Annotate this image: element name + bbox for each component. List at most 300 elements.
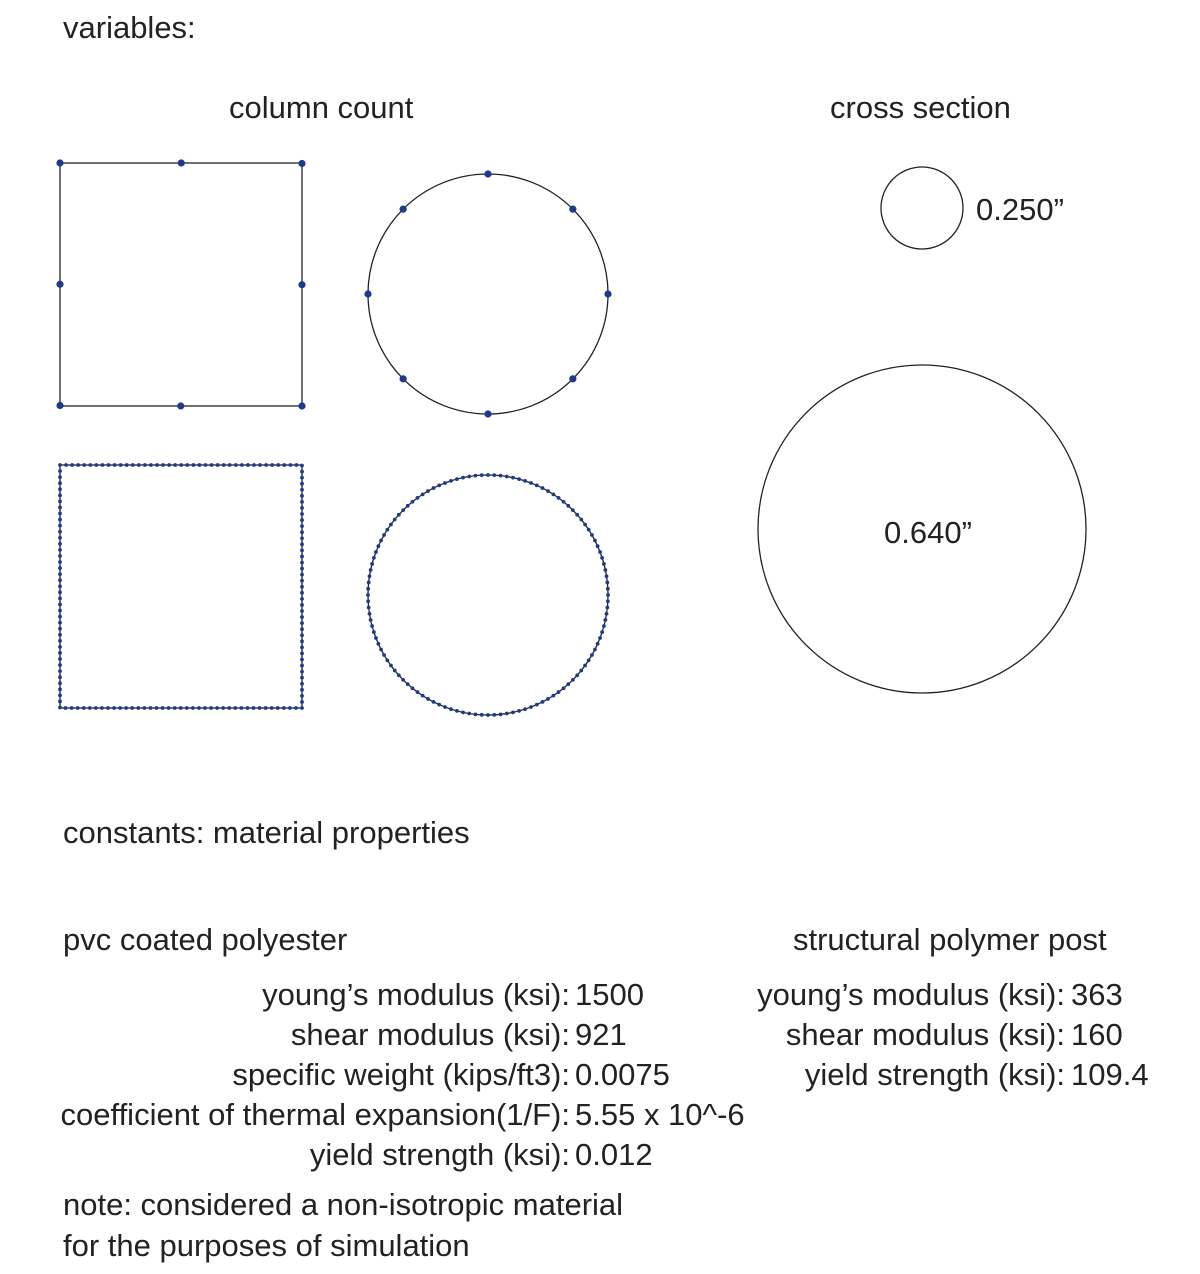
column-dot xyxy=(222,463,226,467)
column-dot xyxy=(204,463,208,467)
column-dot xyxy=(70,463,74,467)
column-dot xyxy=(58,687,62,691)
column-dot xyxy=(517,709,521,713)
column-dot xyxy=(480,473,484,477)
column-dot xyxy=(228,463,232,467)
column-dot xyxy=(56,159,63,166)
column-dot xyxy=(295,463,299,467)
column-dot xyxy=(58,530,62,534)
column-dot xyxy=(58,499,62,503)
column-dot xyxy=(379,648,383,652)
column-dot xyxy=(600,630,604,634)
column-dot xyxy=(58,645,62,649)
column-dot xyxy=(443,705,447,709)
column-dot xyxy=(119,463,123,467)
column-dot xyxy=(492,473,496,477)
cross-section-large-label: 0.640” xyxy=(884,515,972,550)
column-dot xyxy=(94,706,98,710)
column-dot xyxy=(366,593,370,597)
column-dot xyxy=(113,463,117,467)
column-dot xyxy=(401,508,405,512)
column-dot xyxy=(484,410,491,417)
column-dot xyxy=(575,673,579,677)
column-dot xyxy=(58,536,62,540)
column-dot xyxy=(82,706,86,710)
column-dot xyxy=(480,713,484,717)
column-dot xyxy=(389,664,393,668)
column-dot xyxy=(389,523,393,527)
column-dot xyxy=(209,706,213,710)
column-dot xyxy=(367,606,371,610)
column-dot xyxy=(596,544,600,548)
column-dot xyxy=(300,688,304,692)
column-dot xyxy=(300,597,304,601)
column-dot xyxy=(369,618,373,622)
column-dot xyxy=(300,476,304,480)
column-dot xyxy=(173,706,177,710)
column-dot xyxy=(385,658,389,662)
column-dot xyxy=(421,694,425,698)
column-dot xyxy=(300,621,304,625)
column-dot xyxy=(58,700,62,704)
column-dot xyxy=(529,481,533,485)
column-dot xyxy=(58,675,62,679)
column-dot xyxy=(449,707,453,711)
column-dot xyxy=(124,706,128,710)
column-dot xyxy=(112,706,116,710)
column-layouts xyxy=(56,159,611,717)
column-dot xyxy=(600,556,604,560)
square-outline xyxy=(60,465,302,708)
column-dot xyxy=(406,504,410,508)
column-dot xyxy=(492,713,496,717)
column-dot xyxy=(300,670,304,674)
column-dot xyxy=(143,463,147,467)
post-property-label: young’s modulus (ksi): xyxy=(757,977,1065,1012)
pvc-property-label: shear modulus (ksi): xyxy=(290,1017,570,1052)
column-dot xyxy=(605,574,609,578)
column-dot xyxy=(300,706,304,710)
column-dot xyxy=(300,542,304,546)
column-dot xyxy=(58,627,62,631)
column-dot xyxy=(270,706,274,710)
column-dot xyxy=(300,488,304,492)
layout-square-8 xyxy=(56,159,305,409)
pvc-property-value: 5.55 x 10^-6 xyxy=(575,1097,745,1132)
column-dot xyxy=(393,518,397,522)
column-dot xyxy=(406,682,410,686)
note-line-1: note: considered a non-isotropic material xyxy=(63,1187,624,1222)
column-dot xyxy=(246,706,250,710)
column-dot xyxy=(76,463,80,467)
column-dot xyxy=(282,706,286,710)
column-dot xyxy=(467,475,471,479)
column-dot xyxy=(221,706,225,710)
column-dot xyxy=(300,633,304,637)
column-dot xyxy=(58,596,62,600)
column-dot xyxy=(58,560,62,564)
column-dot xyxy=(239,706,243,710)
column-dot xyxy=(227,706,231,710)
column-dot xyxy=(523,707,527,711)
column-dot xyxy=(58,463,62,467)
column-dot xyxy=(300,627,304,631)
column-dot xyxy=(300,518,304,522)
column-dot xyxy=(216,463,220,467)
column-dot xyxy=(484,170,491,177)
column-dot xyxy=(562,686,566,690)
column-dot xyxy=(546,697,550,701)
column-dot xyxy=(605,606,609,610)
column-dot xyxy=(58,657,62,661)
column-dot xyxy=(300,561,304,565)
column-dot xyxy=(298,402,305,409)
column-dot xyxy=(100,706,104,710)
column-dot xyxy=(101,463,105,467)
column-dot xyxy=(270,463,274,467)
cross-section-small-circle xyxy=(881,167,963,249)
column-dot xyxy=(155,463,159,467)
column-dot xyxy=(598,636,602,640)
column-dot xyxy=(300,579,304,583)
column-dot xyxy=(443,481,447,485)
column-dot xyxy=(288,706,292,710)
column-dot xyxy=(258,706,262,710)
column-dot xyxy=(546,489,550,493)
column-dot xyxy=(474,474,478,478)
column-dot xyxy=(252,463,256,467)
column-dot xyxy=(551,492,555,496)
column-dot xyxy=(58,524,62,528)
column-dot xyxy=(486,473,490,477)
column-dot xyxy=(598,550,602,554)
column-dot xyxy=(300,652,304,656)
column-dot xyxy=(240,463,244,467)
column-dot xyxy=(56,281,63,288)
column-dot xyxy=(602,624,606,628)
column-dot xyxy=(107,463,111,467)
column-dot xyxy=(571,678,575,682)
column-dot xyxy=(579,669,583,673)
column-dot xyxy=(541,486,545,490)
pvc-property-label: specific weight (kips/ft3): xyxy=(232,1057,570,1092)
column-dot xyxy=(58,475,62,479)
pvc-property-label: coefficient of thermal expansion(1/F): xyxy=(60,1097,570,1132)
column-dot xyxy=(300,548,304,552)
column-dot xyxy=(455,709,459,713)
column-dot xyxy=(535,703,539,707)
column-dot xyxy=(562,500,566,504)
column-dot xyxy=(155,706,159,710)
column-dot xyxy=(125,463,129,467)
column-dot xyxy=(173,463,177,467)
column-dot xyxy=(604,290,611,297)
column-dot xyxy=(587,528,591,532)
column-dot xyxy=(401,678,405,682)
column-dot xyxy=(258,463,262,467)
column-dot xyxy=(367,581,371,585)
column-dot xyxy=(366,599,370,603)
column-dot xyxy=(179,463,183,467)
column-dot xyxy=(300,639,304,643)
pvc-property-value: 0.0075 xyxy=(575,1057,670,1092)
column-dot xyxy=(370,562,374,566)
column-dot xyxy=(58,506,62,510)
column-dot xyxy=(137,463,141,467)
column-dot xyxy=(64,463,68,467)
column-dot xyxy=(149,463,153,467)
column-dot xyxy=(579,518,583,522)
column-dot xyxy=(300,676,304,680)
column-dot xyxy=(505,712,509,716)
column-dot xyxy=(587,658,591,662)
column-dot xyxy=(541,700,545,704)
pvc-property-value: 921 xyxy=(575,1017,627,1052)
column-dot xyxy=(136,706,140,710)
post-property-label: shear modulus (ksi): xyxy=(785,1017,1065,1052)
column-dot xyxy=(382,533,386,537)
column-dot xyxy=(58,651,62,655)
column-dot xyxy=(197,706,201,710)
column-dot xyxy=(58,663,62,667)
column-dot xyxy=(605,581,609,585)
column-dot xyxy=(58,512,62,516)
column-dot xyxy=(368,612,372,616)
column-dot xyxy=(58,609,62,613)
constants-heading: constants: material properties xyxy=(63,815,470,850)
column-dot xyxy=(88,706,92,710)
column-dot xyxy=(300,700,304,704)
column-dot xyxy=(276,706,280,710)
column-dot xyxy=(130,706,134,710)
column-dot xyxy=(106,706,110,710)
column-dot xyxy=(364,290,371,297)
column-dot xyxy=(411,686,415,690)
column-dot xyxy=(58,572,62,576)
column-dot xyxy=(376,544,380,548)
column-dot xyxy=(603,618,607,622)
column-dot xyxy=(210,463,214,467)
column-dot xyxy=(300,512,304,516)
column-dot xyxy=(300,555,304,559)
column-dot xyxy=(264,463,268,467)
post-property-label: yield strength (ksi): xyxy=(804,1057,1065,1092)
column-dot xyxy=(185,463,189,467)
column-dot xyxy=(82,463,86,467)
column-dot xyxy=(300,536,304,540)
column-dot xyxy=(191,706,195,710)
column-dot xyxy=(421,492,425,496)
column-dot xyxy=(58,566,62,570)
column-dot xyxy=(282,463,286,467)
column-dot xyxy=(58,518,62,522)
column-dot xyxy=(437,703,441,707)
column-dot xyxy=(300,482,304,486)
column-dot xyxy=(88,463,92,467)
column-dot xyxy=(191,463,195,467)
column-dot xyxy=(569,206,576,213)
pvc-property-value: 1500 xyxy=(575,977,644,1012)
column-dot xyxy=(64,706,68,710)
column-dot xyxy=(400,375,407,382)
column-dot xyxy=(426,697,430,701)
column-dot xyxy=(215,706,219,710)
column-dot xyxy=(94,463,98,467)
column-dot xyxy=(606,587,610,591)
column-dot xyxy=(593,648,597,652)
column-dot xyxy=(467,712,471,716)
column-dot xyxy=(233,706,237,710)
cross-section-small-label: 0.250” xyxy=(976,192,1064,227)
column-dot xyxy=(606,593,610,597)
column-dot xyxy=(198,463,202,467)
column-dot xyxy=(300,664,304,668)
column-dot xyxy=(58,542,62,546)
column-dot xyxy=(566,682,570,686)
column-dot xyxy=(397,513,401,517)
column-dot xyxy=(416,496,420,500)
column-dot xyxy=(372,556,376,560)
post-property-value: 363 xyxy=(1071,977,1123,1012)
column-dot xyxy=(461,710,465,714)
column-dot xyxy=(374,636,378,640)
column-dot xyxy=(300,524,304,528)
post-property-value: 109.4 xyxy=(1071,1057,1149,1092)
column-dot xyxy=(511,710,515,714)
column-dot xyxy=(416,690,420,694)
pvc-property-value: 0.012 xyxy=(575,1137,653,1172)
column-dot xyxy=(566,504,570,508)
column-dot xyxy=(557,690,561,694)
column-dot xyxy=(603,568,607,572)
column-dot xyxy=(300,682,304,686)
column-dot xyxy=(606,599,610,603)
column-dot xyxy=(569,375,576,382)
column-dot xyxy=(300,694,304,698)
column-dot xyxy=(370,624,374,628)
column-dot xyxy=(300,470,304,474)
column-dot xyxy=(294,706,298,710)
column-dot xyxy=(167,463,171,467)
column-dot xyxy=(234,463,238,467)
column-dot xyxy=(605,612,609,616)
column-dot xyxy=(602,562,606,566)
column-dot xyxy=(437,483,441,487)
column-dot xyxy=(167,706,171,710)
layout-circle-120 xyxy=(366,473,610,717)
column-dot xyxy=(571,508,575,512)
column-dot xyxy=(300,603,304,607)
pvc-property-label: yield strength (ksi): xyxy=(309,1137,570,1172)
column-dot xyxy=(366,587,370,591)
column-dot xyxy=(298,281,305,288)
column-dot xyxy=(161,706,165,710)
column-dot xyxy=(300,567,304,571)
column-dot xyxy=(511,476,515,480)
column-dot xyxy=(393,669,397,673)
cross-section-title: cross section xyxy=(830,90,1011,125)
column-dot xyxy=(400,206,407,213)
layout-circle-8 xyxy=(364,170,611,417)
column-dot xyxy=(76,706,80,710)
column-dot xyxy=(505,475,509,479)
column-dot xyxy=(300,591,304,595)
column-dot xyxy=(300,615,304,619)
column-dot xyxy=(517,477,521,481)
square-outline xyxy=(60,163,302,406)
column-dot xyxy=(58,603,62,607)
column-dot xyxy=(177,402,184,409)
post-title: structural polymer post xyxy=(793,922,1107,957)
column-dot xyxy=(385,528,389,532)
column-dot xyxy=(374,550,378,554)
note-line-2: for the purposes of simulation xyxy=(63,1228,470,1263)
column-dot xyxy=(300,658,304,662)
column-dot xyxy=(58,487,62,491)
column-dot xyxy=(583,664,587,668)
column-dot xyxy=(499,712,503,716)
column-dot xyxy=(411,500,415,504)
pvc-title: pvc coated polyester xyxy=(63,922,348,957)
column-dot xyxy=(432,486,436,490)
column-dot xyxy=(368,574,372,578)
column-dot xyxy=(590,533,594,537)
column-dot xyxy=(58,590,62,594)
column-dot xyxy=(461,476,465,480)
pvc-property-label: young’s modulus (ksi): xyxy=(262,977,570,1012)
column-dot xyxy=(596,642,600,646)
column-dot xyxy=(58,621,62,625)
column-dot xyxy=(432,700,436,704)
column-dot xyxy=(58,669,62,673)
column-dot xyxy=(300,500,304,504)
cross-section-group xyxy=(758,167,1086,693)
column-dot xyxy=(486,713,490,717)
column-dot xyxy=(118,706,122,710)
column-dot xyxy=(264,706,268,710)
column-dot xyxy=(300,530,304,534)
column-dot xyxy=(58,548,62,552)
column-dot xyxy=(58,554,62,558)
column-dot xyxy=(455,477,459,481)
column-dot xyxy=(300,464,304,468)
column-dot xyxy=(535,483,539,487)
column-dot xyxy=(58,693,62,697)
column-dot xyxy=(252,706,256,710)
column-dot xyxy=(397,673,401,677)
column-count-title: column count xyxy=(229,90,414,125)
column-dot xyxy=(557,496,561,500)
column-dot xyxy=(499,474,503,478)
column-dot xyxy=(276,463,280,467)
column-dot xyxy=(523,479,527,483)
column-dot xyxy=(58,706,62,710)
layout-square-160 xyxy=(58,463,304,710)
column-dot xyxy=(185,706,189,710)
column-dot xyxy=(288,463,292,467)
column-dot xyxy=(58,493,62,497)
column-dot xyxy=(58,639,62,643)
column-dot xyxy=(58,681,62,685)
post-property-value: 160 xyxy=(1071,1017,1123,1052)
column-dot xyxy=(58,633,62,637)
column-dot xyxy=(58,469,62,473)
column-dot xyxy=(161,463,165,467)
column-dot xyxy=(246,463,250,467)
column-dot xyxy=(56,402,63,409)
column-dot xyxy=(551,694,555,698)
column-dot xyxy=(300,609,304,613)
